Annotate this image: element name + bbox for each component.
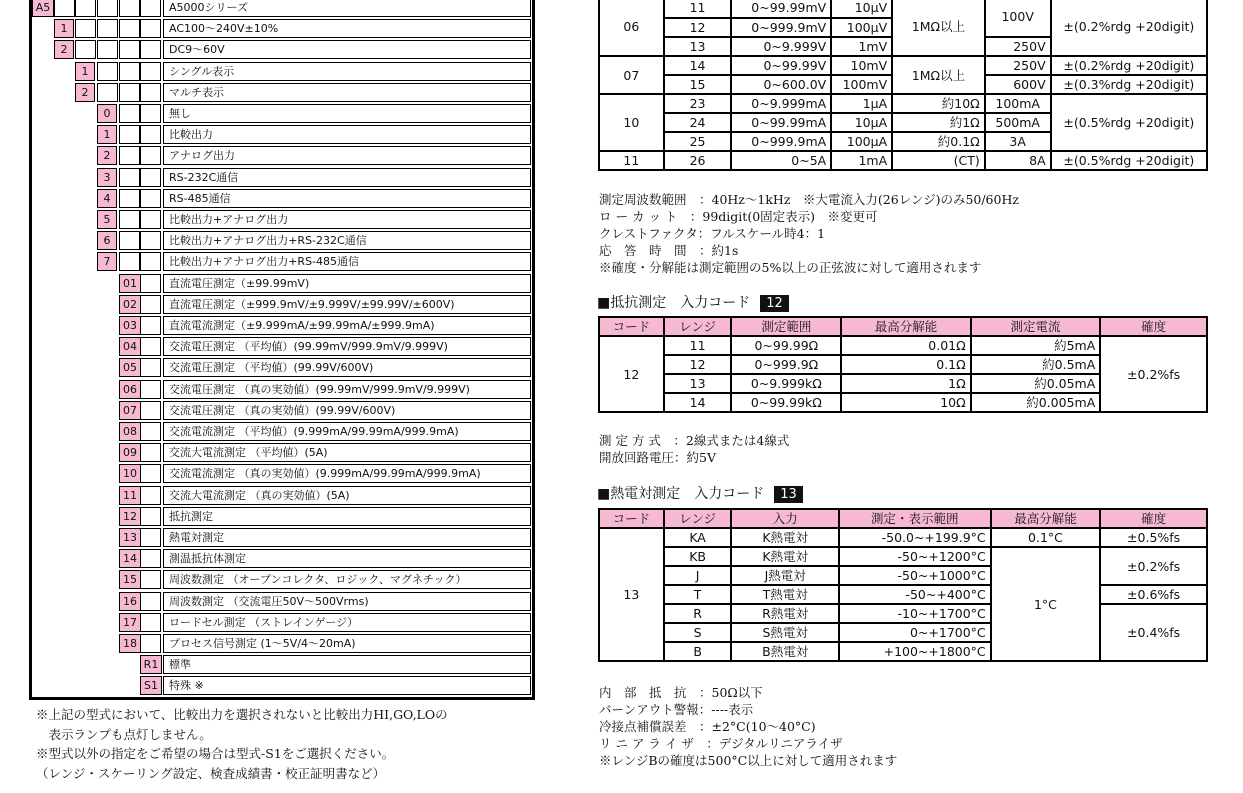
tree-grid-cell	[140, 146, 161, 165]
model-code-cell: 16	[119, 592, 141, 611]
model-option-description: 交流電圧測定 （真の実効値）(99.99mV/999.9mV/9.999V)	[163, 380, 531, 399]
tree-note: ※上記の型式において、比較出力を選択されないと比較出力HI,GO,LOの	[36, 707, 448, 722]
model-code-cell: 09	[119, 443, 141, 462]
model-code-cell: 1	[75, 62, 95, 81]
model-option-description: DC9～60V	[163, 40, 531, 59]
model-option-description: アナログ出力	[163, 146, 531, 165]
model-option-description: 交流電圧測定 （平均値）(99.99mV/999.9mV/9.999V)	[163, 337, 531, 356]
model-option-description: RS-485通信	[163, 189, 531, 208]
model-code-cell: 10	[119, 464, 141, 483]
model-code-cell: 5	[97, 210, 117, 229]
model-option-description: 無し	[163, 104, 531, 123]
resistance-notes: 測 定 方 式 ：2線式または4線式 開放回路電圧：約5V	[599, 433, 790, 465]
tree-grid-cell	[75, 40, 96, 59]
tree-grid-cell	[140, 252, 161, 271]
tree-right-border	[532, 0, 535, 700]
tree-grid-cell	[97, 40, 118, 59]
model-code-cell: 05	[119, 358, 141, 377]
tree-grid-cell	[140, 549, 161, 568]
model-option-description: 周波数測定 （交流電圧50V～500Vrms)	[163, 592, 531, 611]
model-option-description: ロードセル測定 （ストレインゲージ）	[163, 613, 531, 632]
tree-grid-cell	[119, 83, 140, 102]
tree-grid-cell	[140, 231, 161, 250]
model-option-description: 周波数測定 （オープンコレクタ、ロジック、マグネチック）	[163, 570, 531, 589]
model-option-description: 熱電対測定	[163, 528, 531, 547]
model-code-cell: 06	[119, 380, 141, 399]
model-option-description: 交流大電流測定 （真の実効値）(5A)	[163, 486, 531, 505]
tree-grid-cell	[140, 83, 161, 102]
model-option-description: プロセス信号測定 (1～5V/4～20mA)	[163, 634, 531, 653]
tree-grid-cell	[119, 168, 140, 187]
model-code-cell: 0	[97, 104, 117, 123]
tree-note: 表示ランプも点灯しません。	[36, 726, 212, 742]
model-option-description: 比較出力+アナログ出力+RS-232C通信	[163, 231, 531, 250]
model-option-description: 交流電流測定 （平均値）(9.999mA/99.99mA/999.9mA)	[163, 422, 531, 441]
model-option-description: 比較出力+アナログ出力	[163, 210, 531, 229]
tree-grid-cell	[54, 0, 75, 17]
tree-grid-cell	[140, 634, 161, 653]
model-code-cell: 15	[119, 570, 141, 589]
tree-grid-cell	[140, 0, 161, 17]
tree-grid-cell	[140, 40, 161, 59]
tree-grid-cell	[97, 62, 118, 81]
tree-grid-cell	[97, 19, 118, 38]
model-code-cell: 17	[119, 613, 141, 632]
resistance-section-title: ■抵抗測定 入力コード 12	[597, 292, 789, 312]
model-code-cell: S1	[140, 676, 162, 695]
model-code-cell: 2	[97, 146, 117, 165]
tree-grid-cell	[140, 125, 161, 144]
tree-left-border	[29, 0, 32, 700]
tree-grid-cell	[140, 316, 161, 335]
model-code-cell: A5	[32, 0, 54, 17]
tree-grid-cell	[140, 592, 161, 611]
resistance-table: コード レンジ 測定範囲 最高分解能 測定電流 確度 12 11 0~99.99Ω 0.01Ω 約5mA ±0.2%fs 12 0~999.9Ω 0.1Ω 約0.5mA 13 0~9.999kΩ 1Ω 約0.05mA 14 0~99.99kΩ 10Ω 約0.005mA	[598, 316, 1208, 413]
model-code-cell: 14	[119, 549, 141, 568]
tree-grid-cell	[140, 570, 161, 589]
thermocouple-notes: 内 部 抵 抗 ：50Ω以下 バーンアウト警報：----表示 冷接点補償誤差 ：±2°C(10～40°C) リ ニ ア ラ イ ザ ：デジタルリニアライザ ※レンジBの確度は500°C以上に対して適用されます	[599, 685, 898, 768]
model-code-cell: 18	[119, 634, 141, 653]
model-code-cell: 11	[119, 486, 141, 505]
model-code-cell: 2	[75, 83, 95, 102]
tree-grid-cell	[140, 358, 161, 377]
tree-grid-cell	[140, 528, 161, 547]
model-code-cell: 03	[119, 316, 141, 335]
model-option-description: 交流大電流測定 （平均値）(5A)	[163, 443, 531, 462]
input-code-badge: 13	[774, 486, 803, 503]
tree-grid-cell	[119, 252, 140, 271]
model-option-description: 交流電圧測定 （平均値）(99.99V/600V)	[163, 358, 531, 377]
thermocouple-section-title: ■熱電対測定 入力コード 13	[597, 483, 803, 503]
model-option-description: 特殊 ※	[163, 676, 531, 695]
tree-grid-cell	[119, 189, 140, 208]
tree-grid-cell	[140, 443, 161, 462]
tree-grid-cell	[140, 210, 161, 229]
tree-grid-cell	[119, 19, 140, 38]
tree-grid-cell	[119, 62, 140, 81]
input-code-badge: 12	[760, 295, 789, 312]
model-option-description: 標準	[163, 655, 531, 674]
tree-grid-cell	[140, 274, 161, 293]
tree-grid-cell	[140, 486, 161, 505]
model-code-cell: 1	[54, 19, 74, 38]
model-option-description: 直流電圧測定（±999.9mV/±9.999V/±99.99V/±600V)	[163, 295, 531, 314]
model-option-description: シングル表示	[163, 62, 531, 81]
tree-grid-cell	[97, 83, 118, 102]
model-code-cell: 04	[119, 337, 141, 356]
ac-measurement-table: 06 11 0~99.99mV 10μV 1MΩ以上 100V ±(0.2%rdg +20digit) 12 0~999.9mV 100μV 13 0~9.999V 1mV 250V 07 14 0~99.99V 10mV 1MΩ以上 250V ±(0.2%rdg +20digit) 15 0~600.0V 100mV 600V ±(0.3%rdg +20digit) 10 23 0~9.999mA 1μA 約10Ω 100mA ±(0.5%rdg +20digit) 24 0~99.99mA 10μA 約1Ω 500mA 25 0~999.9mA 100μA 約0.1Ω 3A 11 26 0~5A 1mA (CT) 8A ±(0.5%rdg +20digit)	[598, 0, 1208, 171]
tree-grid-cell	[140, 168, 161, 187]
tree-grid-cell	[140, 380, 161, 399]
tree-grid-cell	[119, 40, 140, 59]
tree-grid-cell	[140, 295, 161, 314]
tree-grid-cell	[119, 210, 140, 229]
tree-grid-cell	[119, 0, 140, 17]
tree-note: （レンジ・スケーリング設定、検査成績書・校正証明書など）	[36, 765, 386, 781]
model-code-cell: 08	[119, 422, 141, 441]
model-code-cell: 4	[97, 189, 117, 208]
model-option-description: 抵抗測定	[163, 507, 531, 526]
model-code-cell: 6	[97, 231, 117, 250]
tree-grid-cell	[140, 464, 161, 483]
ac-notes: 測定周波数範囲 ：40Hz～1kHz ※大電流入力(26レンジ)のみ50/60Hz ロ ー カ ッ ト ：99digit(0固定表示) ※変更可 クレストファクタ：フルスケール時4：1 応 答 時 間 ：約1s ※確度・分解能は測定範囲の5%以上の正弦波に対して適用されます	[599, 192, 1019, 275]
tree-grid-cell	[75, 19, 96, 38]
model-code-cell: 7	[97, 252, 117, 271]
model-option-description: 比較出力	[163, 125, 531, 144]
tree-grid-cell	[119, 146, 140, 165]
model-code-cell: 2	[54, 40, 74, 59]
model-option-description: 交流電圧測定 （真の実効値）(99.99V/600V)	[163, 401, 531, 420]
model-option-description: 交流電流測定 （真の実効値）(9.999mA/99.99mA/999.9mA)	[163, 464, 531, 483]
tree-grid-cell	[119, 231, 140, 250]
tree-grid-cell	[140, 19, 161, 38]
thermocouple-table: コード レンジ 入力 測定・表示範囲 最高分解能 確度 13 KA K熱電対 -50.0~+199.9°C 0.1°C ±0.5%fs KB K熱電対 -50~+1200°C 1°C ±0.2%fs J J熱電対 -50~+1000°C T T熱電対 -50~+400°C ±0.6%fs R R熱電対 -10~+1700°C ±0.4%fs S S熱電対 0~+1700°C B B熱電対 +100~+1800°C	[598, 508, 1208, 662]
model-code-cell: 02	[119, 295, 141, 314]
model-code-cell: R1	[140, 655, 162, 674]
model-code-cell: 12	[119, 507, 141, 526]
model-option-description: 比較出力+アナログ出力+RS-485通信	[163, 252, 531, 271]
tree-grid-cell	[140, 62, 161, 81]
tree-grid-cell	[140, 507, 161, 526]
tree-grid-cell	[97, 0, 118, 17]
model-option-description: RS-232C通信	[163, 168, 531, 187]
model-option-description: A5000シリーズ	[163, 0, 531, 17]
tree-grid-cell	[140, 104, 161, 123]
tree-grid-cell	[119, 125, 140, 144]
tree-grid-cell	[75, 0, 96, 17]
tree-grid-cell	[140, 422, 161, 441]
tree-grid-cell	[140, 189, 161, 208]
model-code-cell: 07	[119, 401, 141, 420]
model-option-description: マルチ表示	[163, 83, 531, 102]
model-option-description: AC100～240V±10%	[163, 19, 531, 38]
model-code-cell: 3	[97, 168, 117, 187]
tree-grid-cell	[140, 337, 161, 356]
model-code-cell: 1	[97, 125, 117, 144]
model-code-tree	[0, 0, 560, 793]
tree-grid-cell	[140, 401, 161, 420]
tree-grid-cell	[119, 104, 140, 123]
tree-note: ※型式以外の指定をご希望の場合は型式-S1をご選択ください。	[36, 746, 395, 761]
model-option-description: 直流電流測定（±9.999mA/±99.99mA/±999.9mA)	[163, 316, 531, 335]
tree-bottom-border	[29, 697, 535, 700]
model-code-cell: 01	[119, 274, 141, 293]
model-code-cell: 13	[119, 528, 141, 547]
model-option-description: 直流電圧測定（±99.99mV)	[163, 274, 531, 293]
tree-grid-cell	[140, 613, 161, 632]
model-option-description: 測温抵抗体測定	[163, 549, 531, 568]
